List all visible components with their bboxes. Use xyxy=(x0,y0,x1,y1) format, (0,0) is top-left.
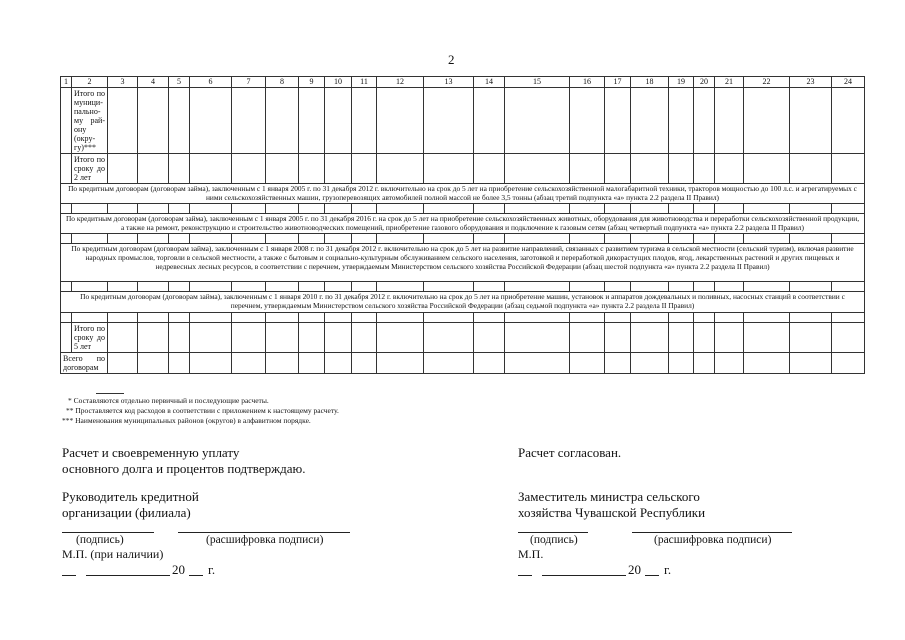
column-number: 17 xyxy=(605,77,631,88)
table-cell xyxy=(669,204,694,214)
column-number: 2 xyxy=(72,77,108,88)
footnote-rule xyxy=(96,393,124,394)
column-number: 1 xyxy=(61,77,72,88)
right-signature-line xyxy=(518,532,588,533)
row-total-contracts xyxy=(61,352,865,373)
table-cell xyxy=(474,282,505,292)
table-cell xyxy=(790,282,832,292)
right-day-line xyxy=(518,575,532,576)
table-cell xyxy=(570,234,605,244)
table-cell xyxy=(669,352,694,373)
calculation-table xyxy=(60,76,865,374)
table-cell xyxy=(631,88,669,154)
table-cell xyxy=(299,282,325,292)
table-cell xyxy=(669,234,694,244)
column-number: 13 xyxy=(424,77,474,88)
column-number: 8 xyxy=(266,77,299,88)
table-cell xyxy=(169,312,190,322)
table-cell xyxy=(570,352,605,373)
right-date-year: 20 xyxy=(628,562,641,577)
table-cell xyxy=(190,154,232,184)
table-cell xyxy=(832,234,865,244)
table-cell xyxy=(744,322,790,352)
table-cell xyxy=(352,312,377,322)
table-cell xyxy=(61,154,72,184)
left-head-line-2: организации (филиала) xyxy=(62,505,191,520)
section-caption: По кредитным договорам (договорам займа), заключенным с 1 января 2005 г. по 31 декабря 2012 г. включительно на срок до 5 лет на приобретение сельскохозяйственной малогабаритной техники, тракторов мощностью до 100 л.с. и агрегатируемых с ними сельскохозяйственных машин, грузоперевозящих автомобилей полной массой не более 3,5 тонны (абзац третий подпункта «а» пункта 2.2 раздела II Правил) xyxy=(61,184,865,204)
table-cell xyxy=(669,312,694,322)
table-cell xyxy=(108,352,138,373)
section-3-row xyxy=(61,244,865,282)
row-total-municipal xyxy=(61,88,865,154)
table-cell xyxy=(424,234,474,244)
table-cell xyxy=(352,234,377,244)
table-cell xyxy=(72,282,108,292)
table-cell xyxy=(505,88,570,154)
table-cell xyxy=(266,234,299,244)
row-label: Всего по договорам xyxy=(61,352,108,373)
table-cell xyxy=(715,322,744,352)
table-cell xyxy=(631,204,669,214)
table-cell xyxy=(832,312,865,322)
table-cell xyxy=(190,312,232,322)
table-cell xyxy=(377,312,424,322)
table-cell xyxy=(505,322,570,352)
table-cell xyxy=(605,154,631,184)
table-cell xyxy=(108,322,138,352)
table-cell xyxy=(715,352,744,373)
table-cell xyxy=(631,312,669,322)
table-cell xyxy=(377,352,424,373)
table-cell xyxy=(352,88,377,154)
table-cell xyxy=(570,282,605,292)
table-cell xyxy=(744,312,790,322)
table-cell xyxy=(325,204,352,214)
column-number: 9 xyxy=(299,77,325,88)
table-cell xyxy=(138,352,169,373)
table-cell xyxy=(266,204,299,214)
right-head-line-1: Заместитель министра сельского xyxy=(518,489,700,504)
table-cell xyxy=(424,352,474,373)
table-cell xyxy=(570,154,605,184)
table-cell xyxy=(790,312,832,322)
column-number: 15 xyxy=(505,77,570,88)
table-cell xyxy=(299,322,325,352)
row-total-term-2 xyxy=(61,154,865,184)
table-cell xyxy=(832,204,865,214)
table-cell xyxy=(232,204,266,214)
table-cell xyxy=(138,234,169,244)
column-number: 23 xyxy=(790,77,832,88)
table-cell xyxy=(61,88,72,154)
table-cell xyxy=(325,282,352,292)
left-year-line xyxy=(189,575,203,576)
table-cell xyxy=(138,204,169,214)
table-cell xyxy=(352,204,377,214)
left-date-suffix: г. xyxy=(208,562,216,577)
left-stamp: М.П. (при наличии) xyxy=(62,547,164,561)
table-cell xyxy=(694,312,715,322)
column-number: 6 xyxy=(190,77,232,88)
table-cell xyxy=(325,234,352,244)
table-cell xyxy=(790,88,832,154)
table-cell xyxy=(352,322,377,352)
table-cell xyxy=(169,352,190,373)
table-cell xyxy=(669,154,694,184)
table-cell xyxy=(352,282,377,292)
table-cell xyxy=(108,282,138,292)
table-cell xyxy=(505,154,570,184)
table-cell xyxy=(377,282,424,292)
table-cell xyxy=(377,234,424,244)
table-cell xyxy=(669,88,694,154)
table-cell xyxy=(266,312,299,322)
table-cell xyxy=(474,352,505,373)
right-signature-caption: (подпись) xyxy=(530,534,578,546)
table-cell xyxy=(631,322,669,352)
table-cell xyxy=(232,352,266,373)
row-label: Итого по сроку до 5 лет xyxy=(72,322,108,352)
row-total-term-5 xyxy=(61,322,865,352)
table-cell xyxy=(832,282,865,292)
right-decode-caption: (расшифровка подписи) xyxy=(654,534,772,546)
table-cell xyxy=(424,88,474,154)
table-cell xyxy=(325,312,352,322)
table-cell xyxy=(715,154,744,184)
table-cell xyxy=(138,312,169,322)
table-cell xyxy=(266,154,299,184)
table-cell xyxy=(631,234,669,244)
table-cell xyxy=(715,282,744,292)
table-cell xyxy=(169,282,190,292)
agreed-label: Расчет согласован. xyxy=(518,445,622,460)
table-cell xyxy=(744,88,790,154)
table-cell xyxy=(352,154,377,184)
section-caption: По кредитным договорам (договорам займа), заключенным с 1 января 2008 г. по 31 декабря 2012 г. включительно на срок до 5 лет на развитие направлений, связанных с развитием туризма в сельской местности (сельский туризм), включая развитие народных промыслов, торговли в сельской местности, а также с бытовым и социально-культурным обслуживанием сельского населения, заготовкой и переработкой дикорастущих плодов, ягод, лекарственных растений и других пищевых и недревесных лесных ресурсов, в соответствии с перечнем, утверждаемым Министерством сельского хозяйства Российской Федерации (абзац шестой подпункта «а» пункта 2.2 раздела II Правил) xyxy=(61,244,865,282)
right-date-suffix: г. xyxy=(664,562,672,577)
page-number: 2 xyxy=(448,52,455,67)
table-cell xyxy=(299,204,325,214)
left-month-line xyxy=(86,575,170,576)
table-cell xyxy=(744,154,790,184)
table-cell xyxy=(108,88,138,154)
table-cell xyxy=(694,352,715,373)
table-cell xyxy=(232,282,266,292)
right-decode-line xyxy=(632,532,792,533)
table-cell xyxy=(266,322,299,352)
table-cell xyxy=(694,282,715,292)
table-cell xyxy=(299,312,325,322)
table-cell xyxy=(169,204,190,214)
table-cell xyxy=(72,204,108,214)
table-cell xyxy=(61,322,72,352)
column-number: 10 xyxy=(325,77,352,88)
table-cell xyxy=(424,204,474,214)
table-cell xyxy=(190,88,232,154)
blank-row xyxy=(61,204,865,214)
table-cell xyxy=(377,322,424,352)
table-cell xyxy=(790,234,832,244)
table-cell xyxy=(744,234,790,244)
right-head-line-2: хозяйства Чувашской Республики xyxy=(518,505,706,520)
table-cell xyxy=(694,234,715,244)
table-cell xyxy=(570,204,605,214)
table-cell xyxy=(505,352,570,373)
table-cell xyxy=(325,322,352,352)
table-cell xyxy=(266,352,299,373)
column-number: 19 xyxy=(669,77,694,88)
table-cell xyxy=(715,88,744,154)
table-cell xyxy=(570,312,605,322)
column-number: 22 xyxy=(744,77,790,88)
table-cell xyxy=(474,234,505,244)
table-cell xyxy=(108,204,138,214)
table-cell xyxy=(631,154,669,184)
blank-row xyxy=(61,234,865,244)
table-cell xyxy=(694,88,715,154)
column-number: 20 xyxy=(694,77,715,88)
right-month-line xyxy=(542,575,626,576)
table-cell xyxy=(424,282,474,292)
table-cell xyxy=(108,312,138,322)
section-caption: По кредитным договорам (договорам займа), заключенным с 1 января 2010 г. по 31 декабря 2012 г. включительно на срок до 5 лет на приобретение машин, установок и аппаратов дождевальных и поливных, насосных станций в соответствии с перечнем, утверждаемым Министерством сельского хозяйства Российской Федерации (абзац седьмой подпункта «а» пункта 2.2 раздела II Правил) xyxy=(61,292,865,312)
table-cell xyxy=(605,322,631,352)
table-cell xyxy=(232,322,266,352)
table-cell xyxy=(299,154,325,184)
table-cell xyxy=(232,312,266,322)
table-cell xyxy=(424,322,474,352)
table-cell xyxy=(377,88,424,154)
table-cell xyxy=(790,154,832,184)
left-signature-caption: (подпись) xyxy=(76,534,124,546)
table-cell xyxy=(377,204,424,214)
left-decode-caption: (расшифровка подписи) xyxy=(206,534,324,546)
column-number: 3 xyxy=(108,77,138,88)
table-cell xyxy=(474,322,505,352)
table-cell xyxy=(169,154,190,184)
table-cell xyxy=(715,204,744,214)
table-cell xyxy=(631,352,669,373)
section-1-row xyxy=(61,184,865,204)
left-day-line xyxy=(62,575,76,576)
table-cell xyxy=(474,154,505,184)
table-cell xyxy=(169,322,190,352)
table-header-row xyxy=(61,77,865,88)
table-cell xyxy=(325,154,352,184)
right-stamp: М.П. xyxy=(518,547,544,561)
table-cell xyxy=(299,88,325,154)
blank-row xyxy=(61,312,865,322)
column-number: 18 xyxy=(631,77,669,88)
table-cell xyxy=(169,234,190,244)
table-cell xyxy=(377,154,424,184)
table-cell xyxy=(790,322,832,352)
table-cell xyxy=(190,352,232,373)
table-cell xyxy=(169,88,190,154)
table-cell xyxy=(790,352,832,373)
table-cell xyxy=(605,88,631,154)
left-head-line-1: Руководитель кредитной xyxy=(62,489,199,504)
table-cell xyxy=(570,322,605,352)
table-cell xyxy=(832,322,865,352)
table-cell xyxy=(790,204,832,214)
table-cell xyxy=(505,282,570,292)
table-cell xyxy=(61,312,72,322)
table-cell xyxy=(605,352,631,373)
table-cell xyxy=(744,352,790,373)
table-cell xyxy=(570,88,605,154)
table-cell xyxy=(61,234,72,244)
table-cell xyxy=(190,204,232,214)
table-cell xyxy=(266,282,299,292)
table-cell xyxy=(669,282,694,292)
footnote-1: * Составляются отдельно первичный и последующие расчеты. xyxy=(68,396,269,405)
table-cell xyxy=(605,282,631,292)
column-number: 5 xyxy=(169,77,190,88)
left-date-year: 20 xyxy=(172,562,185,577)
table-cell xyxy=(694,204,715,214)
table-cell xyxy=(715,312,744,322)
table-cell xyxy=(694,154,715,184)
table-cell xyxy=(605,234,631,244)
table-cell xyxy=(474,312,505,322)
table-cell xyxy=(832,154,865,184)
table-cell xyxy=(474,88,505,154)
table-cell xyxy=(669,322,694,352)
row-label: Итого по муници-пально-му рай-ону (окру-гу)*** xyxy=(72,88,108,154)
table-cell xyxy=(138,88,169,154)
table-cell xyxy=(232,154,266,184)
table-cell xyxy=(715,234,744,244)
table-cell xyxy=(299,352,325,373)
table-cell xyxy=(190,322,232,352)
table-cell xyxy=(744,282,790,292)
table-cell xyxy=(474,204,505,214)
table-cell xyxy=(325,88,352,154)
table-cell xyxy=(424,312,474,322)
left-decode-line xyxy=(178,532,350,533)
left-signature-line xyxy=(62,532,154,533)
table-cell xyxy=(61,282,72,292)
table-cell xyxy=(832,352,865,373)
table-cell xyxy=(232,88,266,154)
footnote-2: ** Проставляется код расходов в соответствии с приложением к настоящему расчету. xyxy=(66,406,339,415)
table-cell xyxy=(352,352,377,373)
table-cell xyxy=(190,282,232,292)
table-cell xyxy=(832,88,865,154)
table-cell xyxy=(744,204,790,214)
right-year-line xyxy=(645,575,659,576)
table-cell xyxy=(138,322,169,352)
table-cell xyxy=(190,234,232,244)
table-cell xyxy=(138,154,169,184)
table-cell xyxy=(505,234,570,244)
column-number: 24 xyxy=(832,77,865,88)
confirm-line-1: Расчет и своевременную уплату xyxy=(62,445,240,460)
table-cell xyxy=(232,234,266,244)
column-number: 14 xyxy=(474,77,505,88)
footnote-3: *** Наименования муниципальных районов (округов) в алфавитном порядке. xyxy=(62,416,311,425)
blank-row xyxy=(61,282,865,292)
column-number: 11 xyxy=(352,77,377,88)
column-number: 4 xyxy=(138,77,169,88)
table-cell xyxy=(505,312,570,322)
table-cell xyxy=(424,154,474,184)
section-caption: По кредитным договорам (договорам займа), заключенным с 1 января 2005 г. по 31 декабря 2016 г. на срок до 5 лет на приобретение сельскохозяйственных животных, оборудования для животноводства и переработки сельскохозяйственной продукции, а также на ремонт, реконструкцию и строительство животноводческих помещений, приобретение газового оборудования и подключение к газовым сетям (абзац четвертый подпункта «а» пункта 2.2 раздела II Правил) xyxy=(61,214,865,234)
table-cell xyxy=(72,312,108,322)
table-cell xyxy=(61,204,72,214)
table-cell xyxy=(694,322,715,352)
table-cell xyxy=(108,234,138,244)
row-label: Итого по сроку до 2 лет xyxy=(72,154,108,184)
table-cell xyxy=(605,312,631,322)
table-cell xyxy=(138,282,169,292)
section-2-row xyxy=(61,214,865,234)
section-4-row xyxy=(61,292,865,312)
confirm-line-2: основного долга и процентов подтверждаю. xyxy=(62,461,306,476)
column-number: 16 xyxy=(570,77,605,88)
table-cell xyxy=(325,352,352,373)
column-number: 12 xyxy=(377,77,424,88)
column-number: 21 xyxy=(715,77,744,88)
table-cell xyxy=(266,88,299,154)
column-number: 7 xyxy=(232,77,266,88)
table-cell xyxy=(108,154,138,184)
table-cell xyxy=(605,204,631,214)
table-cell xyxy=(505,204,570,214)
table-cell xyxy=(299,234,325,244)
table-cell xyxy=(631,282,669,292)
table-cell xyxy=(72,234,108,244)
